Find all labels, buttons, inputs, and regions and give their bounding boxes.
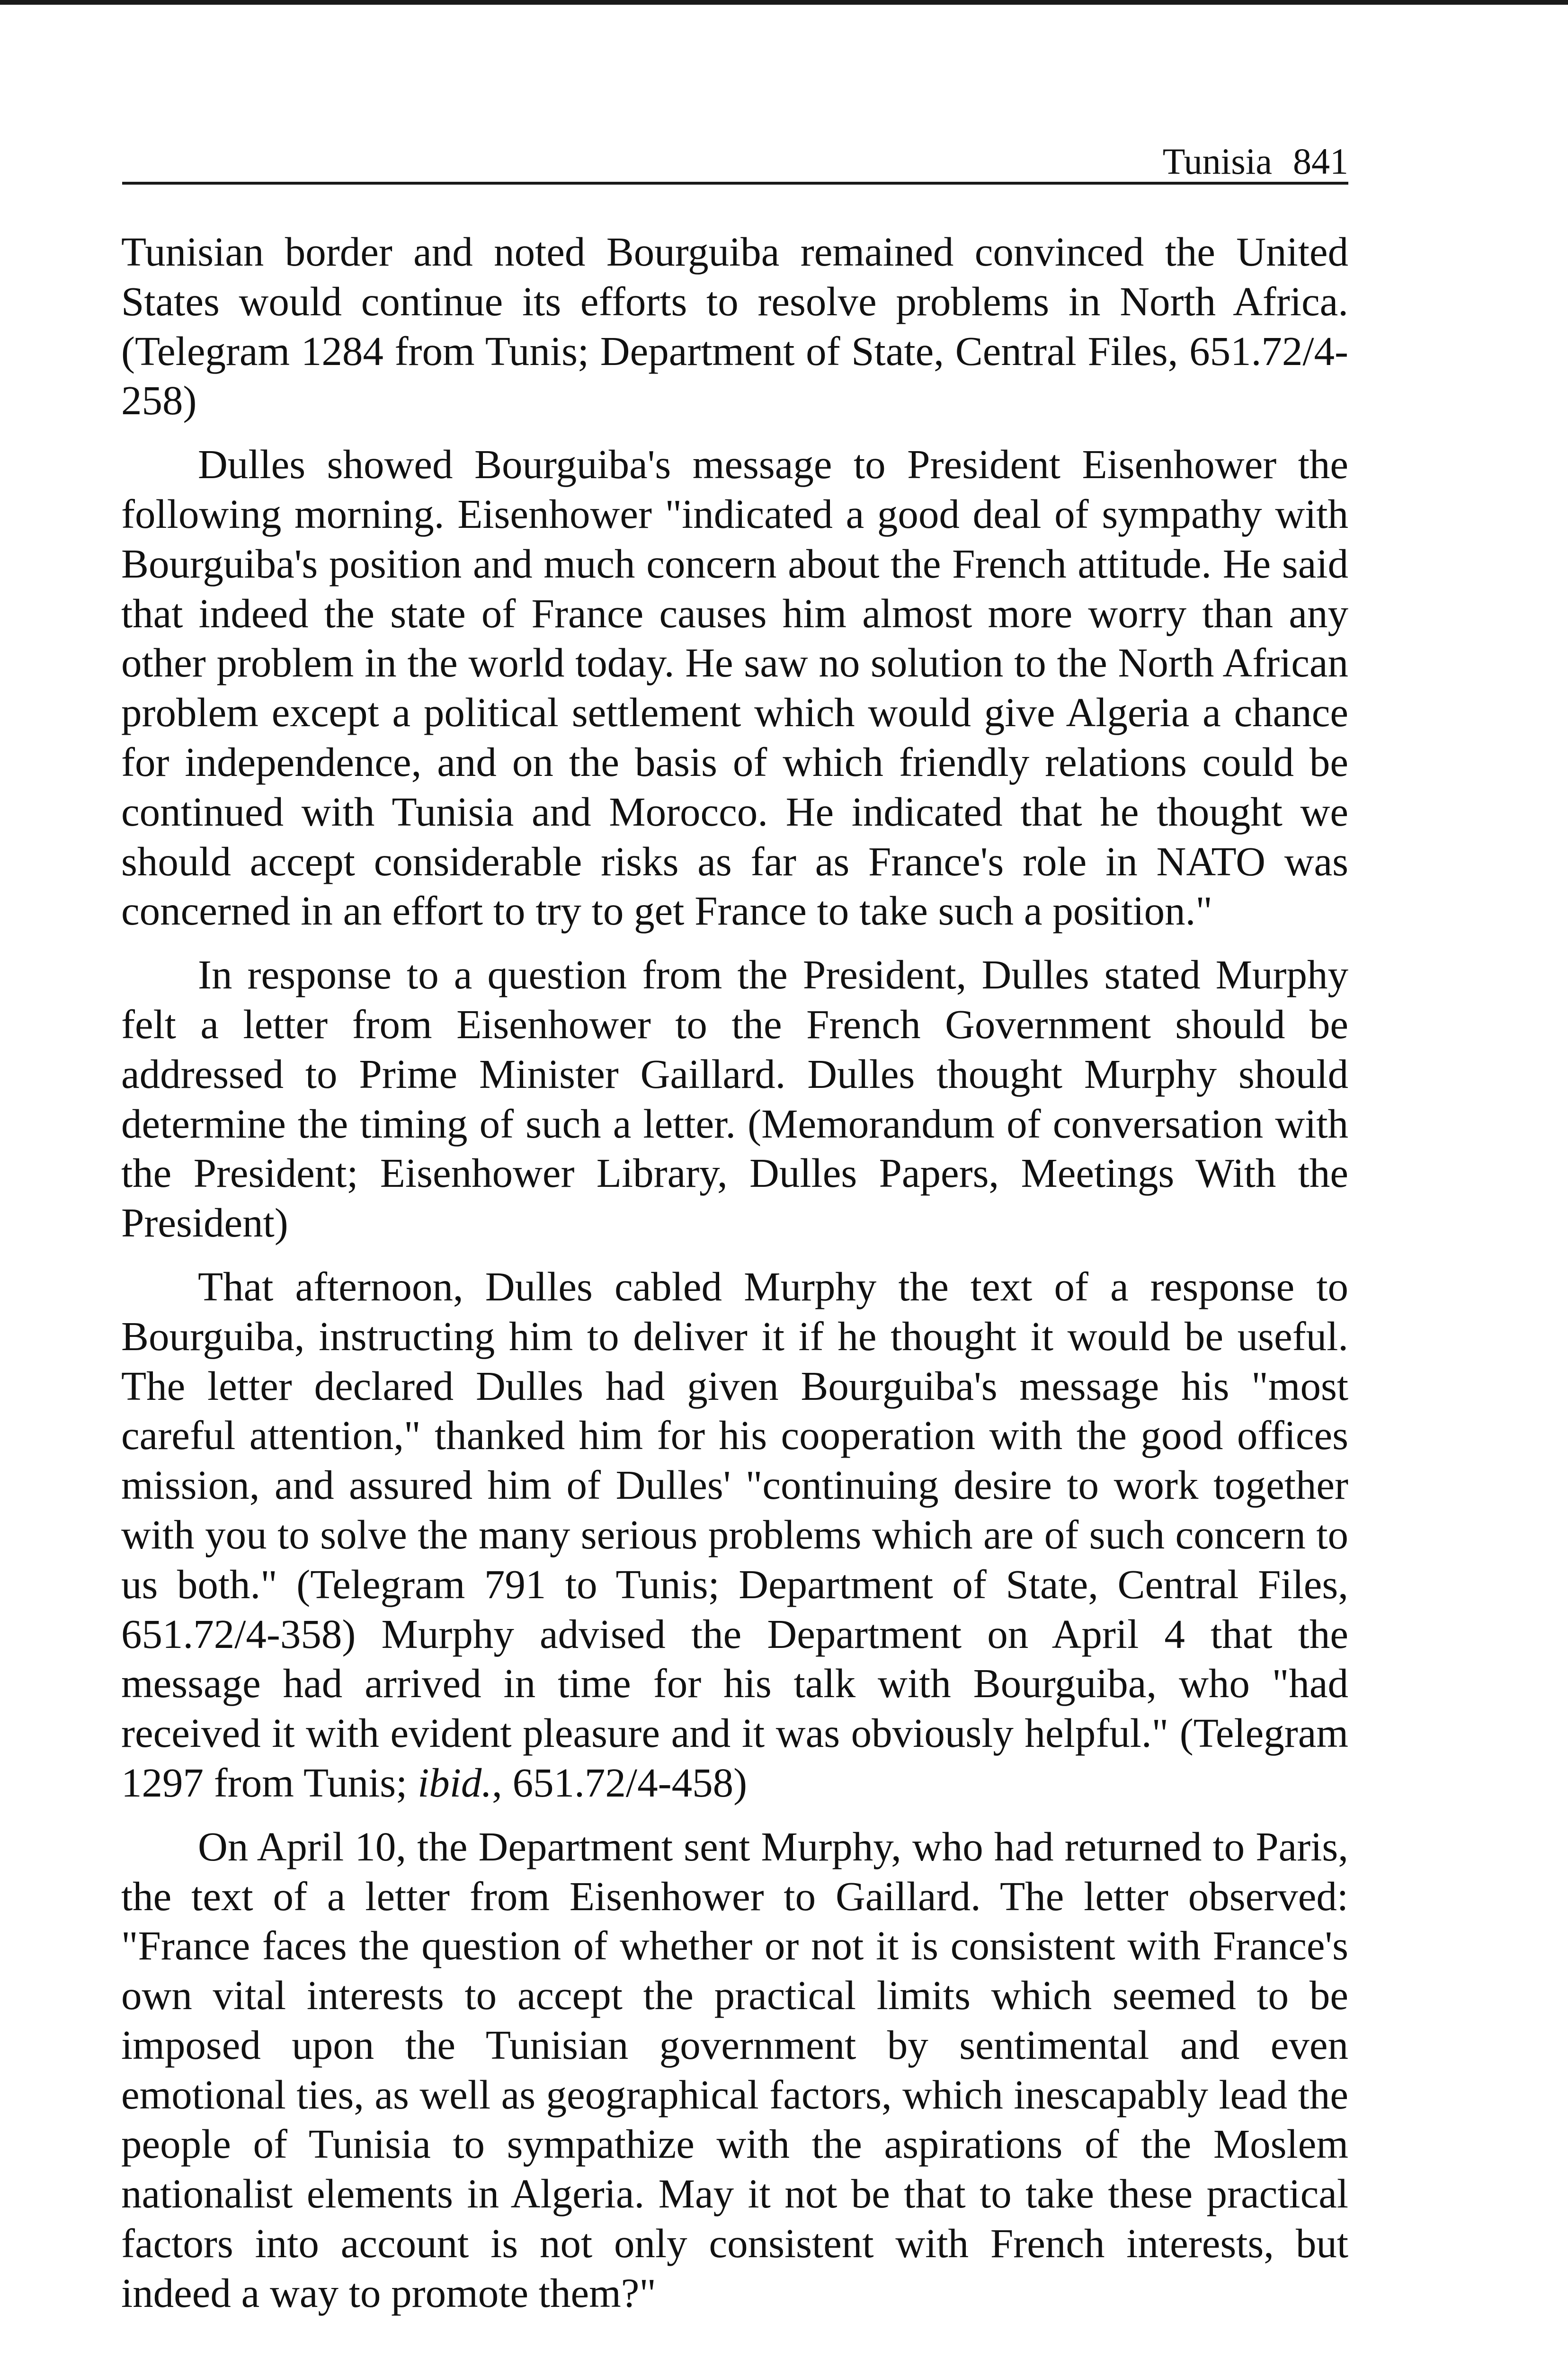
paragraph-text: That afternoon, Dulles cabled Murphy the text of a response to Bourguiba, instructing him to deliver it if he thought it would be useful. The letter declared Dulles had given Bourguiba's message his "most careful attention," thanked him for his cooperation with the good offices mission, and assured him of Dulles' "continuing desire to work together with you to solve the many serious problems which are of such concern to us both." (Telegram 791 to Tunis; Department of State, Central Files, 651.72/4-358) Murphy advised the Department on April 4 that the message had arrived in time for his talk with Bourguiba, who "had received it with evident pleasure and it was obviously helpful." (Telegram 1297 from Tunis; <box>121 1263 1348 1806</box>
body-text <box>121 227 1348 2332</box>
paragraph-april-10-letter: On April 10, the Department sent Murphy, who had returned to Paris, the text of a letter from Eisenhower to Gaillard. The letter observed: "France faces the question of whether or not it is consistent with France's own vital interests to accept the practical limits which seemed to be imposed upon the Tunisian government by sentimental and even emotional ties, as well as geographical factors, which inescapably lead the people of Tunisia to sympathize with the aspirations of the Moslem nationalist elements in Algeria. May it not be that to take these practical factors into account is not only consistent with French interests, but indeed a way to promote them?" <box>121 1823 1348 2316</box>
running-header <box>122 127 1348 185</box>
paragraph-eisenhower-meeting: Dulles showed Bourguiba's message to President Eisenhower the following morning. Eisenhower "indicated a good deal of sympathy with Bourguiba's position and much concern about the French attitude. He said that indeed the state of France causes him almost more worry than any other problem in the world today. He saw no solution to the North African problem except a political settlement which would give Algeria a chance for independence, and on the basis of which friendly relations could be continued with Tunisia and Morocco. He indicated that he thought we should accept considerable risks as far as France's role in NATO was concerned in an effort to try to get France to take such a position." <box>121 441 1348 934</box>
page-number: 841 <box>1293 141 1348 182</box>
top-edge-rule <box>0 0 1568 5</box>
paragraph-dulles-response <box>121 1262 1348 1808</box>
ibid-citation: ibid. <box>418 1759 492 1806</box>
running-head-text <box>1163 143 1348 180</box>
paragraph-letter-to-gaillard: In response to a question from the President, Dulles stated Murphy felt a letter from Eisenhower to the French Government should be addressed to Prime Minister Gaillard. Dulles thought Murphy should determine the timing of such a letter. (Memorandum of conversation with the President; Eisenhower Library, Dulles Papers, Meetings With the President) <box>121 952 1348 1246</box>
paragraph-continued: Tunisian border and noted Bourguiba remained convinced the United States would continue its efforts to resolve problems in North Africa. (Telegram 1284 from Tunis; Department of State, Central Files, 651.72/4-258) <box>121 229 1348 424</box>
paragraph-text-end: , 651.72/4-458) <box>492 1759 748 1806</box>
section-title: Tunisia <box>1162 141 1272 182</box>
